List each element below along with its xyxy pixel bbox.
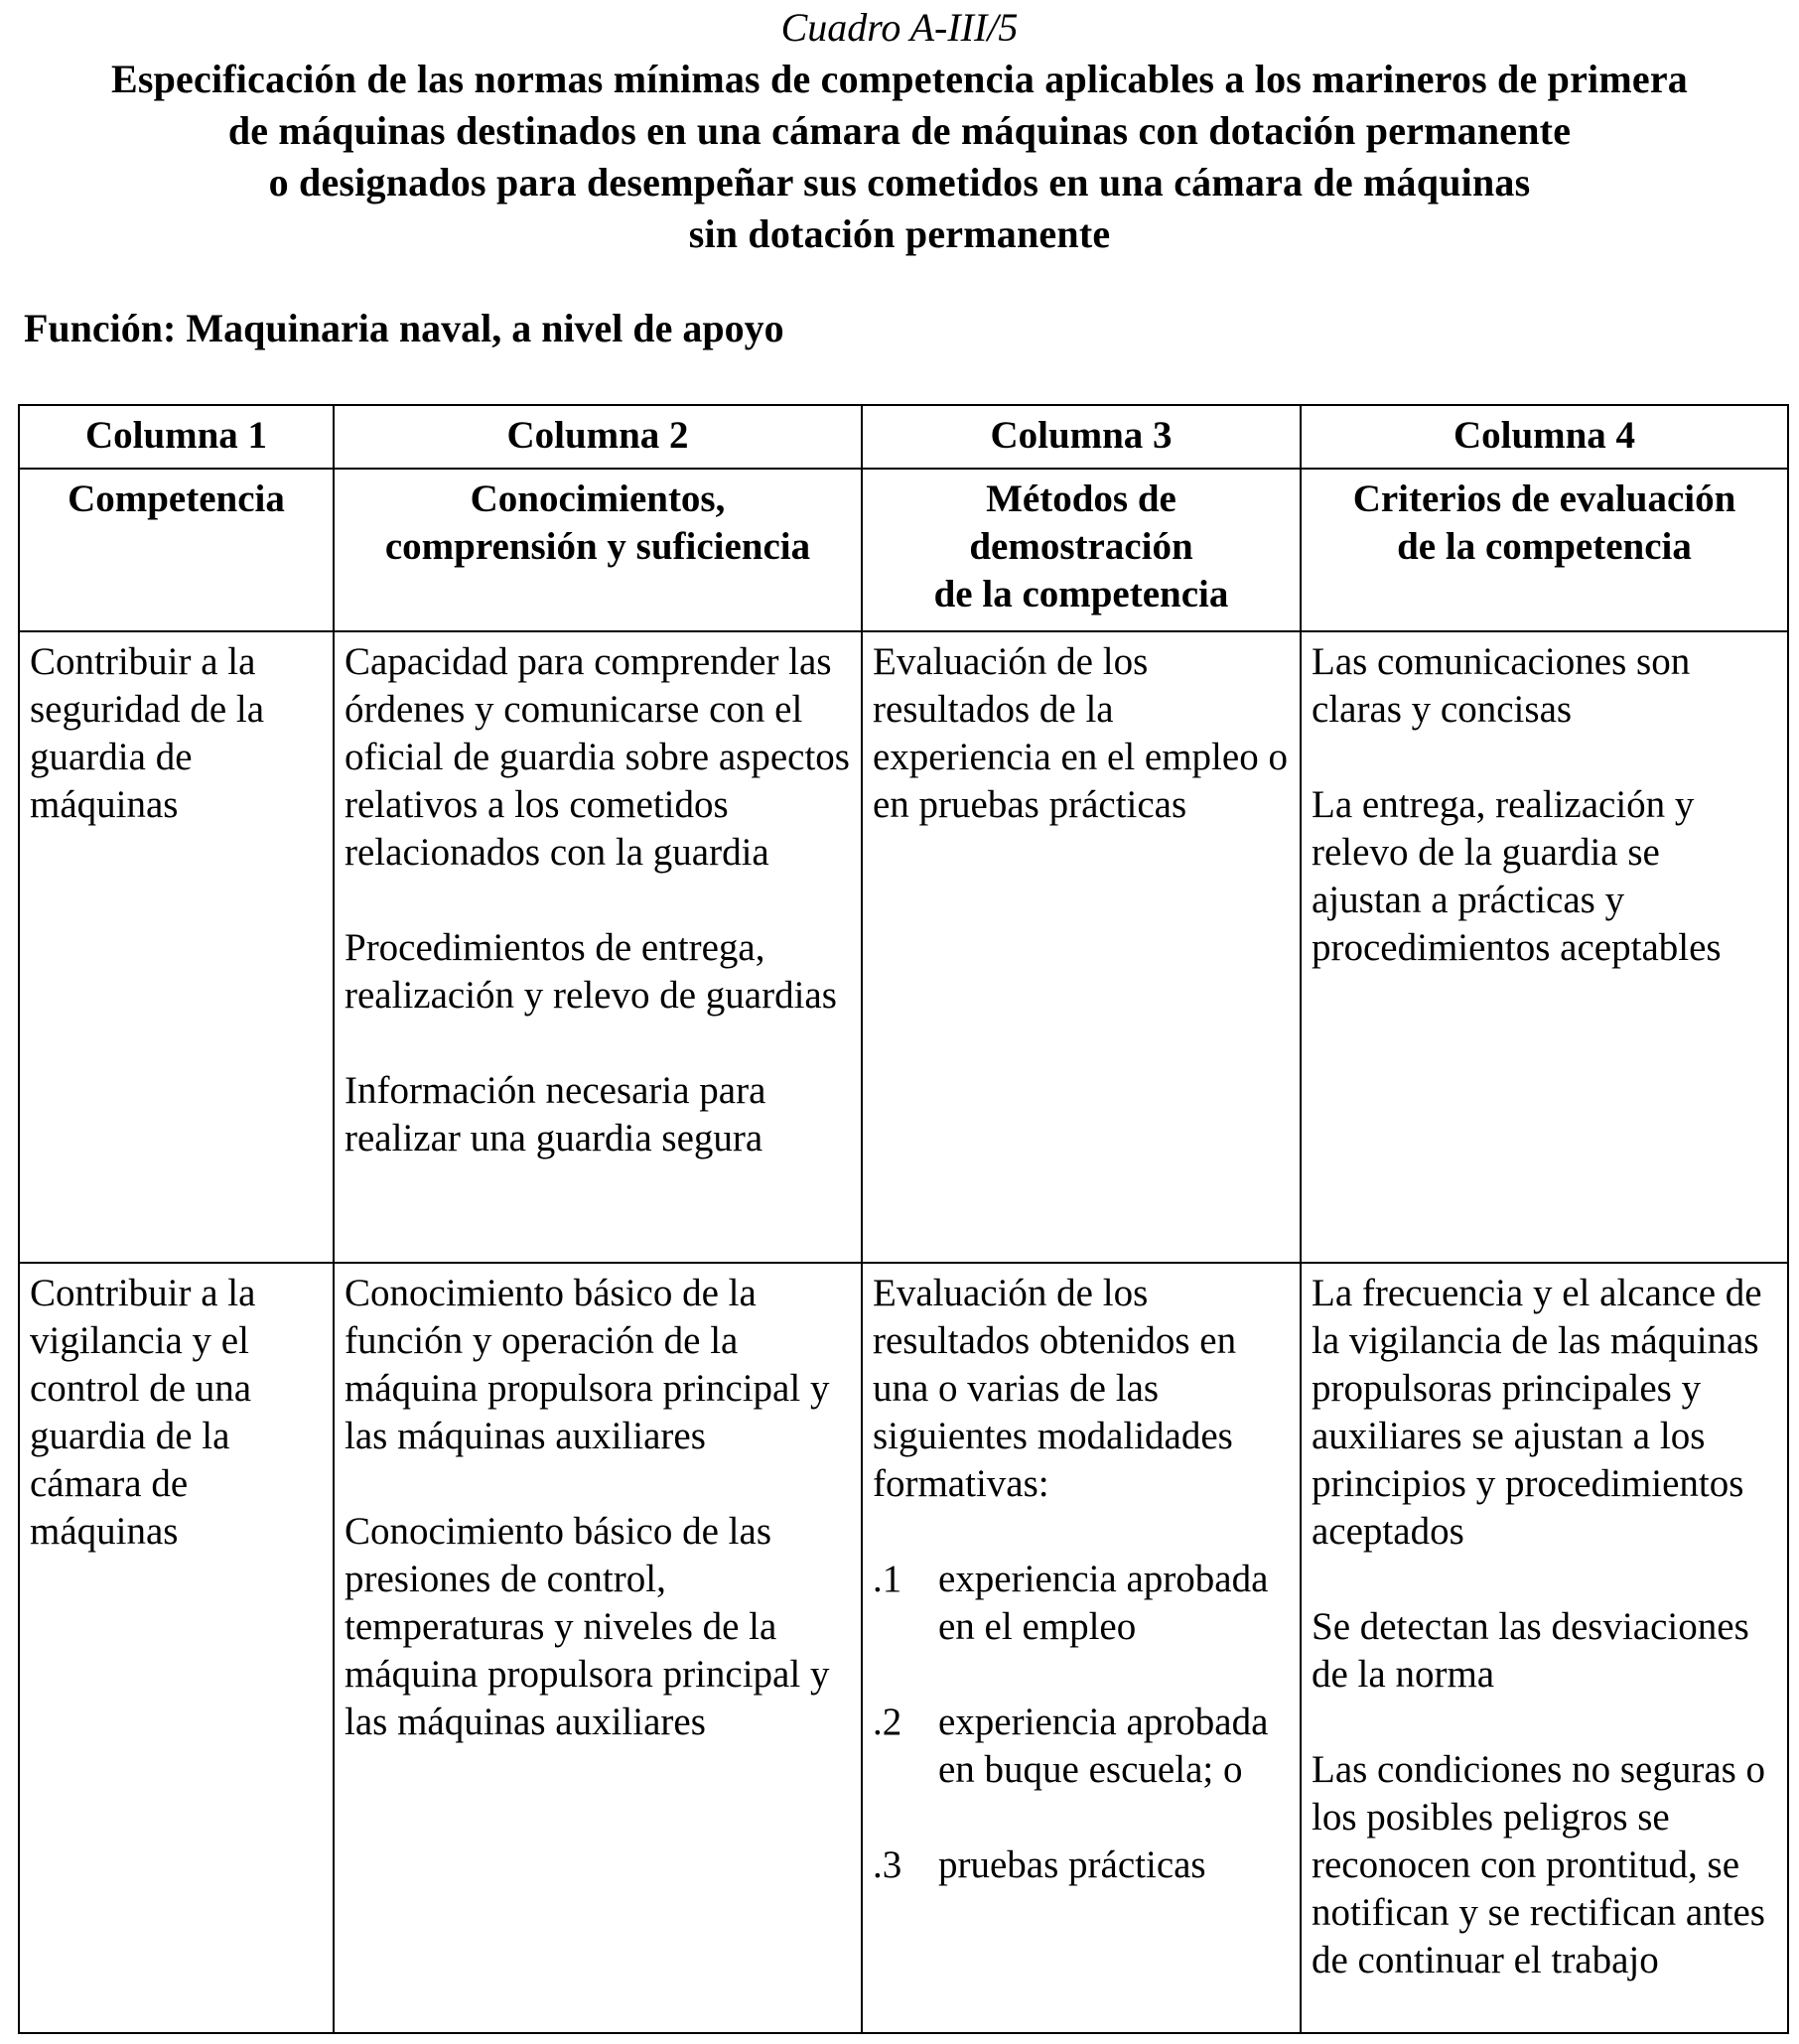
cell-paragraph: Se detectan las desviaciones de la norma: [1312, 1605, 1749, 1696]
cell-paragraph: La frecuencia y el alcance de la vigilancia de las máquinas propulsoras principales y auxiliares se ajustan a los principios y procedimientos aceptados: [1312, 1272, 1762, 1553]
item-text: pruebas prácticas: [938, 1843, 1206, 1886]
cell-paragraph: Evaluación de los resultados de la experiencia en el empleo o en pruebas prácticas: [873, 640, 1288, 826]
header-line: de la competencia: [1397, 525, 1692, 568]
header-line: comprensión y suficiencia: [384, 525, 811, 568]
header-line: de la competencia: [933, 573, 1229, 615]
cell-paragraph: Información necesaria para realizar una guardia segura: [345, 1069, 766, 1159]
competence-cell: [19, 631, 334, 1263]
enumerated-item: [873, 1699, 1290, 1794]
enumerated-item: [873, 1556, 1290, 1651]
document-heading: [20, 54, 1779, 260]
criteria-cell: [1301, 631, 1788, 1263]
heading-line: sin dotación permanente: [688, 211, 1111, 256]
methods-cell: [862, 631, 1301, 1263]
cell-paragraph: Evaluación de los resultados obtenidos en una o varias de las siguientes modalidades formativas:: [873, 1272, 1237, 1505]
column-header-criteria: [1301, 469, 1788, 631]
cell-paragraph: Contribuir a la seguridad de la guardia de máquinas: [30, 640, 265, 826]
header-line: Conocimientos,: [470, 477, 726, 520]
heading-line: o designados para desempeñar sus cometidos en una cámara de máquinas: [268, 160, 1531, 204]
knowledge-cell: [334, 631, 862, 1263]
column-header-knowledge: [334, 469, 862, 631]
cell-paragraph: Las comunicaciones son claras y concisas: [1312, 640, 1691, 731]
heading-line: Especificación de las normas mínimas de competencia aplicables a los marineros de primera: [110, 57, 1689, 101]
cell-paragraph: Conocimiento básico de las presiones de control, temperaturas y niveles de la máquina propulsora principal y las máquinas auxiliares: [345, 1510, 830, 1743]
knowledge-cell: [334, 1263, 862, 2033]
header-line: demostración: [969, 525, 1193, 568]
column-number-row: [19, 405, 1788, 469]
cell-paragraph: Las condiciones no seguras o los posibles peligros se reconocen con prontitud, se notifican y se rectifican antes de continuar el trabajo: [1312, 1748, 1766, 1981]
item-number: .3: [873, 1843, 902, 1886]
function-label: Función: Maquinaria naval, a nivel de apoyo: [24, 306, 784, 350]
column-number: Columna 4: [1301, 405, 1788, 469]
column-header-methods: [862, 469, 1301, 631]
column-number: Columna 3: [862, 405, 1301, 469]
competence-table: [18, 404, 1789, 2034]
cell-paragraph: Contribuir a la vigilancia y el control de una guardia de la cámara de máquinas: [30, 1272, 256, 1553]
heading-line: de máquinas destinados en una cámara de máquinas con dotación permanente: [227, 108, 1572, 153]
column-header-row: [19, 469, 1788, 631]
column-number: Columna 1: [19, 405, 334, 469]
table-reference-title: Cuadro A-III/5: [780, 5, 1019, 50]
header-line: Criterios de evaluación: [1352, 477, 1736, 520]
cell-paragraph: La entrega, realización y relevo de la guardia se ajustan a prácticas y procedimientos aceptables: [1312, 783, 1722, 969]
header-line: Métodos de: [986, 477, 1176, 520]
cell-paragraph: Procedimientos de entrega, realización y relevo de guardias: [345, 926, 837, 1017]
item-number: .2: [873, 1701, 902, 1743]
enumerated-item: [873, 1841, 1290, 1889]
cell-paragraph: Capacidad para comprender las órdenes y comunicarse con el oficial de guardia sobre aspectos relativos a los cometidos relacionados con la guardia: [345, 640, 850, 874]
table-row: [19, 631, 1788, 1263]
item-text: experiencia aprobada en el empleo: [938, 1558, 1269, 1648]
column-header-competence: [19, 469, 334, 631]
criteria-cell: [1301, 1263, 1788, 2033]
methods-cell: [862, 1263, 1301, 2033]
header-line: Competencia: [68, 477, 285, 520]
item-number: .1: [873, 1558, 902, 1600]
table-row: [19, 1263, 1788, 2033]
competence-cell: [19, 1263, 334, 2033]
cell-paragraph: Conocimiento básico de la función y operación de la máquina propulsora principal y las máquinas auxiliares: [345, 1272, 830, 1457]
item-text: experiencia aprobada en buque escuela; o: [938, 1701, 1269, 1791]
column-number: Columna 2: [334, 405, 862, 469]
